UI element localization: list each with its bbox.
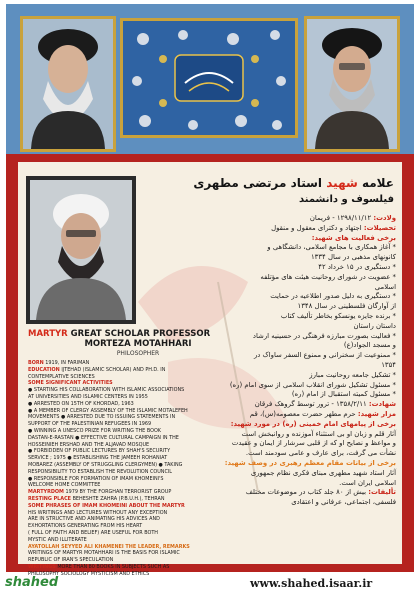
- mosaic-pattern-icon: [123, 21, 295, 135]
- english-line: [28, 530, 233, 537]
- persian-line-label: تألیفات:: [368, 488, 396, 497]
- english-line: [28, 523, 233, 530]
- persian-line-text: * آغاز همکاری با مجامع اسلامی، دانشگاهی و: [267, 243, 396, 252]
- persian-line-text: اسلامی: [374, 282, 396, 291]
- english-line-text: HOSSEINIEH ERSHAD AND THE ALJAVAD MOSQUE: [28, 441, 150, 448]
- english-role: PHILOSOPHER: [116, 350, 160, 357]
- english-line-text: SERVICE ; 1975 ● ESTABLISHING THE JAMEEH ROHANIAT: [28, 455, 168, 462]
- persian-line-text: ۱۳۵۴: [381, 360, 396, 369]
- english-line: [28, 442, 233, 449]
- english-line-text: SUPPORT OF THE PALESTINIAN REFUGEES IN 1969: [28, 421, 152, 428]
- persian-line-text: فلسفی، اجتماعی، عرفانی و اعتقادی: [291, 498, 396, 507]
- persian-line: [178, 283, 396, 293]
- persian-line-label: تحصیلات:: [363, 223, 396, 232]
- persian-line-text: از آوارگان فلسطینی در سال ۱۳۴۸: [297, 302, 396, 311]
- persian-line-text: * برنده جایزه یونسکو بخاطر تألیف کتاب: [280, 311, 396, 320]
- english-line: [28, 421, 233, 428]
- english-heading: [28, 329, 223, 339]
- portrait-figure-icon: [307, 19, 397, 149]
- title-highlight: شهید: [326, 176, 358, 190]
- english-line-label: MARTYRDOM: [28, 489, 64, 496]
- english-line: [28, 394, 233, 401]
- persian-line: [178, 243, 396, 253]
- persian-line: [178, 253, 396, 263]
- english-line: [28, 557, 233, 564]
- persian-line-label: ولادت:: [373, 214, 396, 222]
- english-line-text: PHILOSOPHY SOCIOLOGY MYSTICISM AND ETHICS: [28, 570, 150, 577]
- english-line: [28, 414, 233, 421]
- english-name: MORTEZA MOTAHHARI: [84, 339, 192, 349]
- english-line-text: ● A MEMBER OF CLERGY ASSEMBLY OF THE ISLAMIC MOTALEFEH: [28, 407, 188, 414]
- english-line: [28, 564, 233, 571]
- english-line-label: WRITINGS: [28, 563, 56, 570]
- persian-line-text: بیش از ۸۰ جلد کتاب در موضوعات مختلف: [245, 488, 369, 497]
- english-line-text: DASTAN-E-RASTAN ● EFFECTIVE CULTURAL CAMPAIGN IN THE: [28, 434, 179, 441]
- english-line: [28, 482, 233, 489]
- persian-line: [178, 273, 396, 283]
- persian-line-label: برخی فعالیت های شهید:: [311, 233, 396, 242]
- english-line: [28, 571, 233, 578]
- english-line: [28, 408, 233, 415]
- english-line: [28, 476, 233, 483]
- english-line-label: EDUCATION: [28, 366, 60, 373]
- photo-figure-icon: [30, 180, 132, 320]
- persian-line-label: برخی از پیامهای امام خمینی (ره) در مورد شهید:: [230, 419, 396, 428]
- persian-line-text: * مسئول تشکیل شورای انقلاب اسلامی از سوی امام (ره): [229, 380, 396, 389]
- persian-line-text: و مسجد الجواد(ع): [343, 341, 396, 350]
- persian-line-text: کانونهای مذهبی در سال ۱۳۳۴: [310, 253, 396, 262]
- persian-line-text: آثار قلم و زبان او بی استثناء آموزنده و روانبخش است: [241, 429, 396, 438]
- persian-line-text: اجتهاد و دکترای معقول و منقول: [271, 223, 364, 232]
- english-line: [28, 387, 233, 394]
- english-line-label: SOME PHRASES OF IMAM KHOMEINI ABOUT THE MARTYR: [28, 502, 185, 509]
- persian-line: [178, 312, 396, 322]
- english-heading-rest: GREAT SCHOLAR PROFESSOR: [67, 329, 211, 339]
- english-line: [28, 367, 233, 374]
- english-line-text: BEHESHTE ZAHRA (P.B.U.H.), TEHRAN: [71, 495, 165, 502]
- english-line: [28, 462, 233, 469]
- english-line-text: RESPONSIBILITY TO ESTABLISH THE REVOLUTION COUNCIL: [28, 468, 173, 475]
- poster: [6, 4, 414, 577]
- persian-line: [178, 214, 396, 224]
- persian-line-text: * دستگیری به دلیل صدور اطلاعیه در حمایت: [270, 292, 396, 301]
- website-link[interactable]: www.shahed.isaar.ir: [250, 577, 373, 590]
- english-line-text: WELCOME HOME COMMITTEE: [28, 482, 101, 489]
- persian-line-label: شهادت:: [368, 400, 396, 409]
- english-line-text: ARE IN STRUCTIVE AND ANIMATING HIS ADVICES AND: [28, 516, 160, 523]
- english-line-text: 1979 BY THE FORGHAN TERRORIST GROUP: [63, 489, 172, 496]
- persian-line-text: نشأت می گرفت، برای عارف و عامی سودمند است.: [245, 449, 396, 458]
- left-portrait: [20, 16, 116, 152]
- english-line-text: IJTEHAD (ISLAMIC SCHOLAR) AND PH.D. IN: [59, 366, 166, 373]
- english-line: [28, 544, 233, 551]
- persian-line-text: داستان راستان: [353, 321, 396, 330]
- persian-title: [144, 176, 394, 190]
- biography-card: [18, 162, 402, 577]
- english-line-text: HIS WRITINGS AND LECTURES WITHOUT ANY EXCEPTION: [28, 509, 168, 516]
- persian-line-text: * ممنوعیت از سخنرانی و ممنوع السفر ساواک در: [253, 351, 396, 360]
- english-line: [28, 537, 233, 544]
- persian-line-text: آثار استاد شهید مطهری مبنای فکری نظام جمهوری: [250, 468, 396, 477]
- english-line-text: MOVEMENTS ● ARRESTED DUE TO ISSUING STATEMENTS IN: [28, 414, 176, 421]
- english-line: [28, 380, 233, 387]
- persian-line-text: * عضویت در شورای روحانیت هیئت های مؤتلفه: [260, 272, 396, 281]
- english-line-text: 1919, IN FARIMAN: [43, 360, 90, 366]
- persian-line-text: * مسئول کمیته استقبال از امام (ره): [291, 390, 396, 399]
- english-line: [28, 374, 233, 381]
- persian-subtitle: فیلسوف و دانشمند: [298, 194, 394, 205]
- persian-line: [178, 234, 396, 244]
- english-line-text: MOBAREZ (ASSEMBLY OF STRUGGLING CLERGYMEN) ● TAKING: [28, 461, 183, 468]
- english-line: [28, 448, 233, 455]
- persian-line-text: * دستگیری در ۱۵ خرداد ۴۲: [318, 262, 396, 271]
- english-line-text: AT UNIVERSITIES AND ISLAMIC CENTERS IN 1955: [28, 393, 148, 400]
- english-line-text: ( FULL OF FAITH AND BELIEF) ARE USEFUL FOR BOTH: [28, 529, 158, 536]
- shahed-logo: shahed: [5, 575, 59, 590]
- title-prefix: علامه: [357, 176, 394, 190]
- persian-line: [178, 302, 396, 312]
- english-line-text: ● WINNING A UNESCO PRIZE FOR WRITING THE BOOK: [28, 427, 162, 434]
- persian-line-text: ۱۳۵۸/۲/۱۱ - ترور توسط گروهک فرقان: [254, 400, 369, 409]
- english-line: [28, 455, 233, 462]
- persian-line: [178, 292, 396, 302]
- top-banner: [6, 4, 414, 154]
- english-line-text: ● ARRESTED ON 15TH OF KHORDAD, 1963: [28, 400, 134, 407]
- english-line-text: EXHORTATIONS GENERATING FROM HIS HEART: [28, 523, 143, 530]
- persian-line-text: اسلامی ایران است.: [339, 478, 396, 487]
- english-line: [28, 510, 233, 517]
- english-line-text: ● STARTING HIS COLLABORATION WITH ISLAMIC ASSOCIATIONS: [28, 387, 185, 394]
- english-line: [28, 503, 233, 510]
- english-line: [28, 360, 233, 367]
- english-line-text: ● RESPONSIBLE FOR FORMATION OF IMAM KHOMEINI'S: [28, 475, 164, 482]
- decorative-tile-panel: [120, 18, 298, 138]
- persian-line-text: ۱۲۹۸/۱۱/۱۲ - فریمان: [309, 214, 374, 222]
- english-line-text: ● FORBIDDEN OF PUBLIC LECTURES BY SHAH'S SECURITY: [28, 448, 171, 455]
- english-line: [28, 496, 233, 503]
- english-line-text: CONTEMPLATIVE SCIENCES: [28, 373, 95, 380]
- persian-line: [178, 263, 396, 273]
- persian-line-text: * تشکیل جامعه روحانیت مبارز: [309, 370, 396, 379]
- persian-line-text: برخی از بیانات مقام معظم رهبری در وصف شهید:: [224, 458, 396, 467]
- english-line: [28, 428, 233, 435]
- persian-line-text: * فعالیت بصورت مبارزه فرهنگی در حسینیه ارشاد: [252, 331, 396, 340]
- english-line: [28, 516, 233, 523]
- english-line-label: SOME SIGNIFICANT ACTIVITIES: [28, 380, 113, 387]
- english-line: [28, 489, 233, 496]
- english-heading-martyr: MARTYR: [28, 329, 68, 339]
- english-line-label: AYATOLLAH SEYYED ALI KHAMENEI THE LEADER, REMARKS: [28, 543, 190, 550]
- persian-line-text: حرم مطهر حضرت معصومه(س)، قم: [249, 409, 358, 418]
- persian-line-label: مزار شهید:: [357, 409, 396, 418]
- english-line: [28, 550, 233, 557]
- english-line-label: BORN: [28, 360, 44, 366]
- title-rest: استاد مرتضی مطهری: [193, 176, 327, 190]
- english-line-text: MYSTIC AND ILLITERATE: [28, 536, 87, 543]
- english-line: [28, 401, 233, 408]
- scholar-photo: [26, 176, 136, 324]
- right-portrait: [304, 16, 400, 152]
- portrait-figure-icon: [23, 19, 113, 149]
- english-line-label: RESTING PLACE: [28, 495, 72, 502]
- english-line: [28, 469, 233, 476]
- persian-line-text: و مواعظ و نصایح او که از قلبی سرشار از ایمان و عقیدت: [231, 439, 396, 448]
- english-line-text: MORE THAN 80 BOOKS IN SUBJECTS SUCH AS: [55, 563, 170, 570]
- persian-line: [178, 224, 396, 234]
- english-line: [28, 435, 233, 442]
- english-line-text: REPUBLIC OF IRAN'S SPECULATION: [28, 557, 114, 564]
- english-line-text: WRITINGS OF MARTYR MOTAHHARI IS THE BASIS FOR ISLAMIC: [28, 550, 180, 557]
- english-biography: [28, 360, 233, 578]
